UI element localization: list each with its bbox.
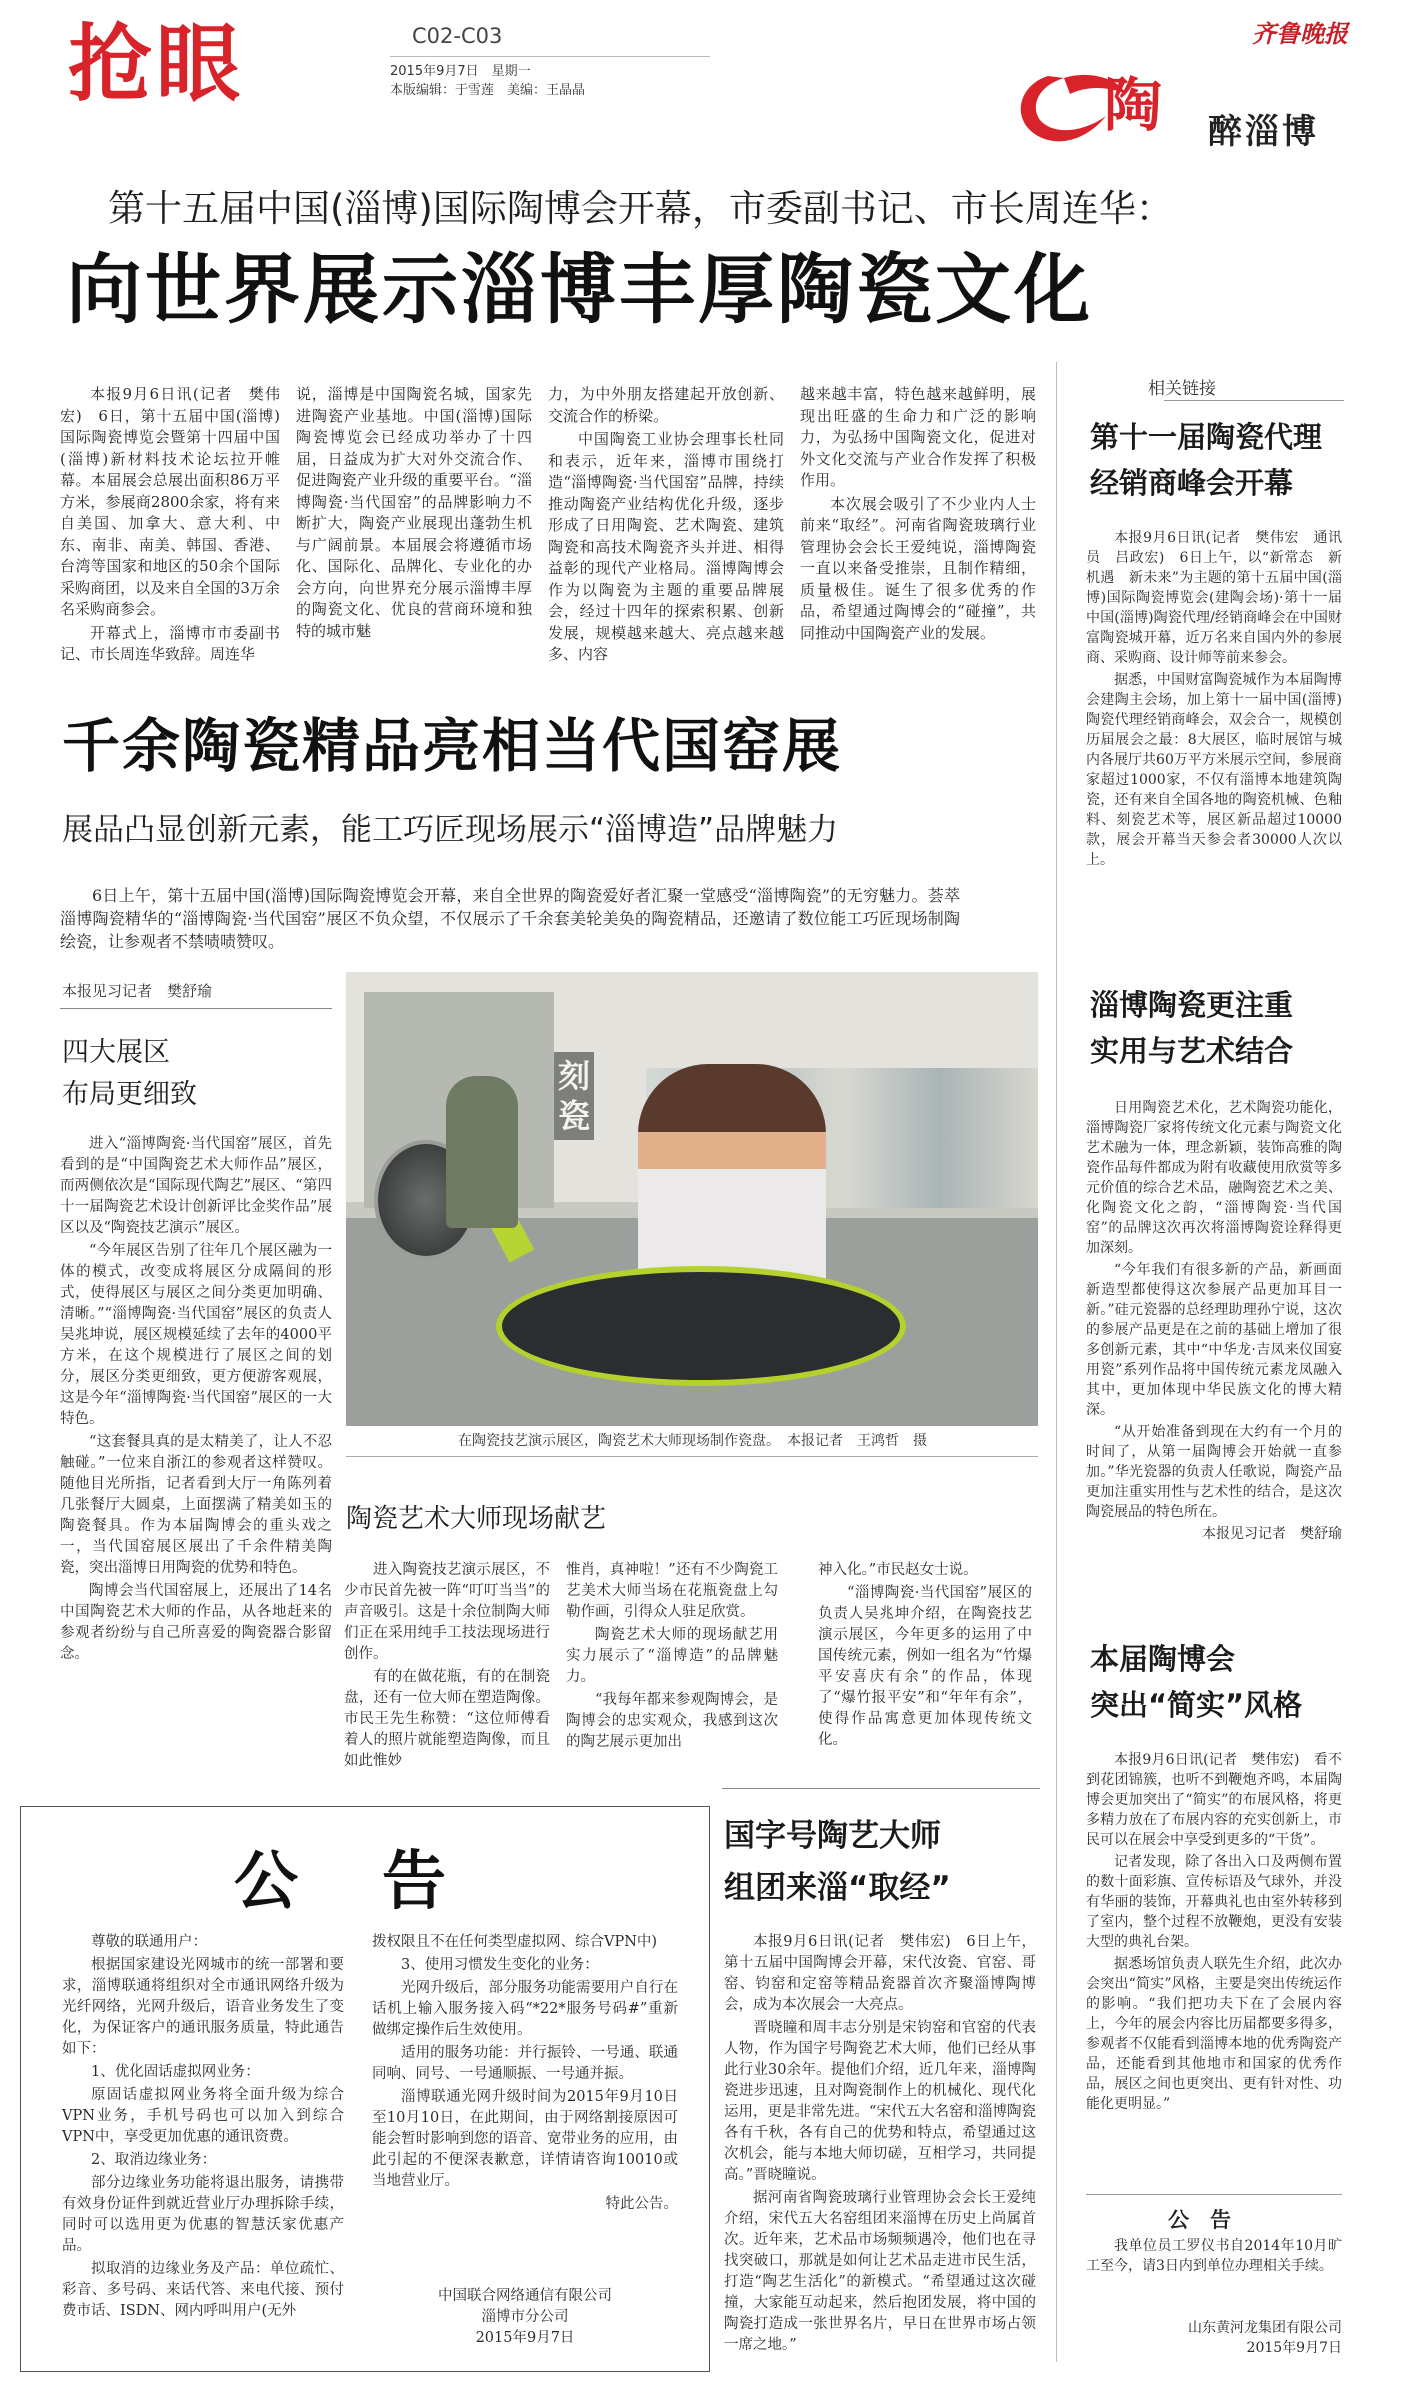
paragraph: 2、取消边缘业务： [91, 2152, 217, 2168]
paragraph: 根据国家建设光网城市的统一部署和要求，淄博联通将组织对全市通讯网络升级为光纤网络，光网升级后，语音业务发生了变化，为保证客户的通讯服务质量，特此通告如下： [62, 1957, 344, 2057]
paragraph: 本报9月6日讯(记者 樊伟宏) 看不到花团锦簇，也听不到鞭炮齐鸣，本届陶博会更加突出了“简实”的布展风格，将更多精力放在了布展内容的充实创新上，市民可以在展会中享受到更多的“干货”。 [1086, 1752, 1342, 1848]
page-numbers: C02-C03 [412, 24, 503, 48]
paragraph: 说，淄博是中国陶瓷名城，国家先进陶瓷产业基地。中国(淄博)国际陶瓷博览会已经成功举办了十四届，日益成为扩大对外交流合作、促进陶瓷产业升级的重要平台。“淄博陶瓷·当代国窑”的品牌影响力不断扩大，陶瓷产业展现出蓬勃生机与广阔前景。本届展会将遵循市场化、国际化、品牌化、专业化的办会方向，向世界充分展示淄博丰厚的陶瓷文化、优良的营商环境和独特的城市魅 [296, 385, 532, 640]
paragraph: 日用陶瓷艺术化，艺术陶瓷功能化，淄博陶瓷厂家将传统文化元素与陶瓷文化艺术融为一体，理念新颖，装饰高雅的陶瓷作品每件都成为附有收藏使用欣赏等多元价值的综合艺术品，融陶瓷艺术之美、化陶瓷文化之韵，“淄博陶瓷·当代国窑”的品牌这次再次将淄博陶瓷诠释得更加深刻。 [1086, 1100, 1342, 1256]
paragraph: 拟取消的边缘业务及产品：单位疏忙、彩音、多号码、来话代答、来电代接、预付费市话、ISDN、网内呼叫用户(无外 [62, 2261, 344, 2319]
paragraph: 中国陶瓷工业协会理事长杜同和表示，近年来，淄博市围绕打造“淄博陶瓷·当代国窑”品牌，持续推动陶瓷产业结构优化升级，逐步形成了日用陶瓷、艺术陶瓷、建筑陶瓷和高技术陶瓷齐头并进、相得益彰的现代产业格局。淄博陶博会作为以陶瓷为主题的重要品牌展会，经过十四年的探索积累、创新发展，规模越来越大、亮点越来越多、内容 [548, 430, 784, 663]
sidebar-notice-title: 公 告 [1168, 2208, 1231, 2232]
column-mark: 陶 [1104, 71, 1163, 139]
signature-line: 淄博市分公司 [481, 2309, 569, 2325]
paragraph: 有的在做花瓶，有的在制瓷盘，还有一位大师在塑造陶像。市民王先生称赞：“这位师傅看着人的照片就能塑造陶像，而且如此惟妙 [344, 1669, 550, 1769]
paragraph: 据河南省陶瓷玻璃行业管理协会会长王爱纯介绍，宋代五大名窑组团来淄博在历史上尚属首次。近年来，艺术品市场频频遇冷，他们也在寻找突破口，那就是如何让艺术品走进市民生活，打造“陶艺生活化”的新模式。“希望通过这次碰撞，大家能互动起来，然后抱团发展，将中国的陶瓷打造成一张世界名片，早日在世界市场占领一席之地。” [724, 2190, 1036, 2353]
paragraph: “我每年都来参观陶博会，是陶博会的忠实观众，我感到这次的陶艺展示更加出 [566, 1692, 778, 1750]
lead-column-1 [60, 384, 280, 668]
paragraph: 进入“淄博陶瓷·当代国窑”展区，首先看到的是“中国陶瓷艺术大师作品”展区，而两侧依次是“国际现代陶艺”展区、“第四十一届陶瓷艺术设计创新评比金奖作品”展区以及“陶瓷技艺演示”展区。 [60, 1136, 332, 1236]
column-name: 醉淄博 [1208, 112, 1319, 152]
paragraph: “今年展区告别了往年几个展区融为一体的模式，改变成将展区分成隔间的形式，使得展区与展区之间分类更加明确、清晰。”“淄博陶瓷·当代国窑”展区的负责人吴兆坤说，展区规模延续了去年的4000平方米，在这个规模进行了展区之间的划分，展区分类更细致，更方便游客观展，这是今年“淄博陶瓷·当代国窑”展区的一大特色。 [60, 1243, 332, 1427]
paragraph: 本报9月6日讯(记者 樊伟宏 通讯员 吕政宏) 6日上午，以“新常态 新机遇 新未来”为主题的第十五届中国(淄博)国际陶瓷博览会(建陶会场)·第十一届中国(淄博)陶瓷代理/经销商峰会在中国财富陶瓷城开幕，近万名来自国内外的参展商、采购商、设计师等前来参会。 [1086, 530, 1342, 666]
photographer-figure [446, 1076, 518, 1228]
feature-intro [60, 884, 960, 955]
notice-title: 公 告 [234, 1845, 456, 1919]
notice-signature [372, 2286, 678, 2349]
paragraph: “今年我们有很多新的产品，新画面新造型都使得这次参展产品更加耳目一新。”硅元瓷器的总经理助理孙宁说，这次的参展产品更是在之前的基础上增加了很多创新元素，其中“中华龙·吉凤来仪国宴用瓷”系列作品将中国传统元素龙凤融入其中，更加体现中华民族文化的博大精深。 [1086, 1262, 1342, 1418]
sidebar-article-1-title [1090, 414, 1322, 506]
byline-rule [60, 1008, 332, 1009]
paragraph: 神入化。”市民赵女士说。 [818, 1562, 978, 1578]
paragraph: 越来越丰富，特色越来越鲜明，展现出旺盛的生命力和广泛的影响力，为弘扬中国陶瓷文化，促进对外文化交流与产业合作发挥了积极作用。 [800, 385, 1036, 489]
paragraph: 原固话虚拟网业务将全面升级为综合VPN业务，手机号码也可以加入到综合VPN中，享受更加优惠的通讯资费。 [62, 2087, 344, 2145]
feature-subhead: 展品凸显创新元素，能工巧匠现场展示“淄博造”品牌魅力 [62, 812, 839, 848]
lead-column-3 [548, 384, 784, 668]
section-title-masters-live: 陶瓷艺术大师现场献艺 [346, 1504, 607, 1534]
lead-column-2 [296, 384, 532, 644]
paragraph: 本报9月6日讯(记者 樊伟宏) 6日上午，第十五届中国陶博会开幕，宋代汝瓷、官窑、哥窑、钧窑和定窑等精品瓷器首次齐聚淄博陶博会，成为本次展会一大亮点。 [724, 1934, 1036, 2013]
paragraph: 陶博会当代国窑展上，还展出了14名中国陶瓷艺术大师的作品，从各地赶来的参观者纷纷与自己所喜爱的陶瓷器合影留念。 [60, 1583, 332, 1662]
feature-byline: 本报见习记者 樊舒瑜 [62, 982, 213, 1000]
signature-line: 2015年9月7日 [475, 2330, 575, 2346]
title-line: 实用与艺术结合 [1090, 1034, 1294, 1068]
masters-top-rule [722, 1788, 1040, 1789]
paragraph: 我单位员工罗仪书自2014年10月旷工至今，请3日内到单位办理相关手续。 [1086, 2238, 1342, 2274]
issue-date: 2015年9月7日 星期一 [390, 64, 531, 79]
sidebar-label-rule [1164, 400, 1344, 401]
sidebar-notice-signature [1086, 2318, 1342, 2358]
paragraph: 光网升级后，部分服务功能需要用户自行在话机上输入服务接入码“*22*服务号码#”重新做绑定操作后生效使用。 [372, 1980, 678, 2038]
notice-column-2 [372, 1932, 678, 2217]
newspaper-name: 齐鲁晚报 [1252, 19, 1348, 48]
paragraph: 特此公告。 [605, 2196, 678, 2212]
paragraph: 拨权限且不在任何类型虚拟网、综合VPN中) [372, 1934, 658, 1950]
masters-column [724, 1932, 1036, 2358]
sidebar-notice-rule [1086, 2194, 1342, 2195]
title-line: 国字号陶艺大师 [724, 1818, 941, 1854]
title-line: 本届陶博会 [1090, 1642, 1236, 1676]
black-plate [496, 1266, 906, 1386]
paragraph: 开幕式上，淄博市市委副书记、市长周连华致辞。周连华 [60, 623, 280, 663]
paragraph: “从开始准备到现在大约有一个月的时间了，从第一届陶博会开始就一直参加。”华光瓷器的负责人任歌说，陶瓷产品更加注重实用性与艺术性的结合，是这次陶瓷展品的特色所在。 [1086, 1424, 1342, 1520]
zones-column [60, 1134, 332, 1667]
paragraph: 进入陶瓷技艺演示展区，不少市民首先被一阵“叮叮当当”的声音吸引。这是十余位制陶大师们正在采用纯手工技法现场进行创作。 [344, 1562, 550, 1662]
live-column-1 [344, 1560, 550, 1774]
paragraph: 据悉，中国财富陶瓷城作为本届陶博会建陶主会场，加上第十一届中国(淄博)陶瓷代理经销商峰会，双会合一，规模创历届展会之最：8大展区，临时展馆与城内各展厅共60万平方米展示空间，参展商家超过1000家，不仅有淄博本地建筑陶瓷，还有来自全国各地的陶瓷机械、色釉料、刻瓷艺术等，展区新品超过10000款，展会开幕当天参会者30000人次以上。 [1086, 672, 1342, 868]
page-editors: 本版编辑：于雪莲 美编：王晶晶 [390, 83, 586, 98]
feature-headline: 千余陶瓷精品亮相当代国窑展 [62, 712, 843, 780]
lead-kicker: 第十五届中国(淄博)国际陶博会开幕，市委副书记、市长周连华： [108, 187, 1173, 230]
sidebar-article-2-title [1090, 982, 1293, 1074]
paragraph: 淄博联通光网升级时间为2015年9月10日至10月10日，在此期间，由于网络割接原因可能会暂时影响到您的语音、宽带业务的应用，由此引起的不便深表歉意，详情请咨询10010或当地营业厅。 [372, 2089, 678, 2189]
paragraph: 力，为中外朋友搭建起开放创新、交流合作的桥梁。 [548, 385, 784, 425]
signature-line: 中国联合网络通信有限公司 [438, 2288, 612, 2304]
title-line: 组团来淄“取经” [724, 1870, 951, 1906]
title-line: 突出“简实”风格 [1090, 1688, 1303, 1722]
photo-sign-text: 刻瓷 [554, 1052, 594, 1140]
sidebar-article-3-title [1090, 1636, 1302, 1728]
paragraph: 本次展会吸引了不少业内人士前来“取经”。河南省陶瓷玻璃行业管理协会会长王爱纯说，淄博陶瓷一直以来备受推崇，且制作精细，质量极佳。诞生了很多优秀的作品，希望通过陶博会的“碰撞”，共同推动中国陶瓷产业的发展。 [800, 494, 1036, 642]
byline: 本报见习记者 樊舒瑜 [1202, 1526, 1342, 1542]
signature-line: 2015年9月7日 [1246, 2340, 1342, 2356]
paragraph: 6日上午，第十五届中国(淄博)国际陶瓷博览会开幕，来自全世界的陶瓷爱好者汇聚一堂感受“淄博陶瓷”的无穷魅力。荟萃淄博陶瓷精华的“淄博陶瓷·当代国窑”展区不负众望，不仅展示了千余套美轮美奂的陶瓷精品，还邀请了数位能工巧匠现场制陶绘瓷，让参观者不禁啧啧赞叹。 [60, 886, 960, 951]
sidebar-article-2-text [1086, 1098, 1342, 1546]
section-title-line: 四大展区 [62, 1037, 170, 1068]
paragraph: 据悉场馆负责人联先生介绍，此次办会突出“简实”风格，主要是突出传统运作的影响。“我们把功夫下在了会展内容上，今年的展会内容比历届都要多得多，参观者不仅能看到淄博本地的优秀陶瓷产品，还能看到其他地市和国家的优秀作品，展区之间也更突出、更有针对性、功能化更明显。” [1086, 1956, 1342, 2112]
title-line: 经销商峰会开幕 [1090, 466, 1294, 500]
paragraph: 陶瓷艺术大师的现场献艺用实力展示了“淄博造”的品牌魅力。 [566, 1627, 778, 1685]
title-line: 淄博陶瓷更注重 [1090, 988, 1294, 1022]
sidebar-label: 相关链接 [1148, 379, 1216, 399]
paragraph: 1、优化固话虚拟网业务： [91, 2064, 260, 2080]
live-column-3 [818, 1560, 1032, 1753]
photo-caption-rule [346, 1456, 1038, 1457]
paragraph: 部分边缘业务功能将退出服务，请携带有效身份证件到就近营业厅办理拆除手续，同时可以选用更为优惠的智慧沃家优惠产品。 [62, 2175, 344, 2254]
sidebar-divider [1056, 362, 1057, 2362]
masthead-thin-rule [390, 56, 710, 57]
lead-column-4 [800, 384, 1036, 646]
lead-headline: 向世界展示淄博丰厚陶瓷文化 [66, 245, 1093, 334]
paragraph: “这套餐具真的是太精美了，让人不忍触碰。”一位来自浙江的参观者这样赞叹。随他目光所指，记者看到大厅一角陈列着几张餐厅大圆桌，上面摆满了精美如玉的陶瓷餐具。作为本届陶博会的重头戏之一，当代国窑展区展出了千余件精美陶瓷，突出淄博日用陶瓷的优势和特色。 [60, 1434, 332, 1576]
notice-salutation: 尊敬的联通用户： [91, 1934, 207, 1950]
live-column-2 [566, 1560, 778, 1755]
feature-photo [346, 972, 1038, 1426]
photo-caption: 在陶瓷技艺演示展区，陶瓷艺术大师现场制作瓷盘。 本报记者 王鸿哲 摄 [458, 1433, 927, 1449]
signature-line: 山东黄河龙集团有限公司 [1188, 2320, 1342, 2336]
title-line: 第十一届陶瓷代理 [1090, 420, 1323, 454]
section-title-zones [62, 1032, 197, 1116]
notice-column-1 [62, 1932, 344, 2324]
sidebar-notice-text [1086, 2236, 1342, 2278]
section-title-line: 布局更细致 [62, 1079, 197, 1110]
paragraph: 记者发现，除了各出入口及两侧布置的数十面彩旗、宣传标语及气球外，并没有华丽的装饰，开幕典礼也由室外转移到了室内，整个过程不放鞭炮，更没有安装大型的典礼台架。 [1086, 1854, 1342, 1950]
paragraph: 3、使用习惯发生变化的业务： [401, 1957, 599, 1973]
section-title: 抢眼 [68, 15, 245, 113]
paragraph: 适用的服务功能：并行振铃、一号通、联通同响、同号、一号通顺振、一号通并振。 [372, 2045, 678, 2082]
sidebar-article-1-text [1086, 528, 1342, 872]
paragraph: 本报9月6日讯(记者 樊伟宏) 6日，第十五届中国(淄博)国际陶瓷博览会暨第十四届中国(淄博)新材料技术论坛拉开帷幕。本届展会总展出面积86万平方米，参展商2800余家，将有来自美国、加拿大、意大利、中东、南非、南美、韩国、香港、台湾等国家和地区的50余个国际采购商团，以及来自全国的3万余名采购商参会。 [60, 385, 280, 618]
paragraph: “淄博陶瓷·当代国窑”展区的负责人吴兆坤介绍，在陶瓷技艺演示展区，今年更多的运用了中国传统元素，例如一组名为“竹爆平安喜庆有余”的作品，体现了“爆竹报平安”和“年年有余”，使得作品寓意更加体现传统文化。 [818, 1585, 1032, 1748]
masters-title [724, 1810, 951, 1914]
paragraph: 惟肖，真神啦！”还有不少陶瓷工艺美术大师当场在花瓶瓷盘上勾勒作画，引得众人驻足欣赏。 [566, 1562, 778, 1620]
paragraph: 晋晓瞳和周丰志分别是宋钧窑和官窑的代表人物，作为国字号陶瓷艺术大师，他们已经从事此行业30余年。提他们介绍，近几年来，淄博陶瓷进步迅速，且对陶瓷制作上的机械化、现代化运用，更是非常先进。“宋代五大名窑和淄博陶瓷各有千秋，各有自己的优势和特点，希望通过这次机会，能与本地大师切磋，互相学习，共同提高。”晋晓瞳说。 [724, 2020, 1036, 2183]
sidebar-article-3-text [1086, 1750, 1342, 2116]
